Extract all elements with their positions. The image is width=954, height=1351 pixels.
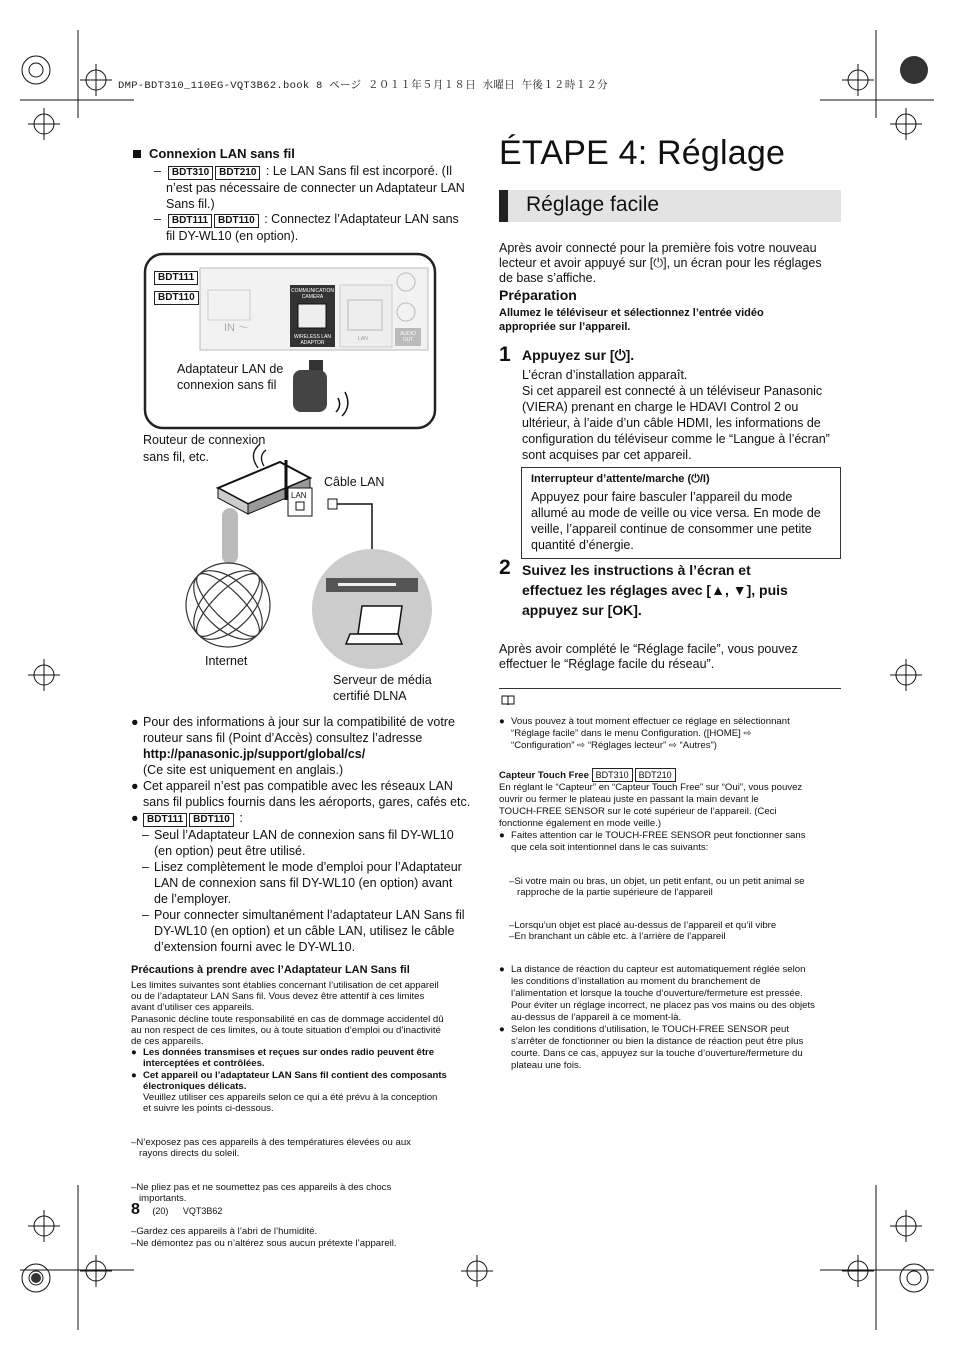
after-step-2: Après avoir complété le “Réglage facile”, vous pouvez effectuer le “Réglage facile du réseau”. — [499, 642, 798, 671]
wireless-item-2: – BDT111 BDT110 : Connectez l’Adaptateur LAN sans fil DY-WL10 (en option). — [154, 212, 459, 243]
book-icon — [501, 695, 515, 706]
in-label: IN ～ — [224, 322, 250, 334]
audio-out-label: AUDIO OUT — [400, 331, 416, 343]
bullet-item: ● Cet appareil n’est pas compatible avec les réseaux LAN sans fil publics fournis dans les aéroports, gares, cafés etc. — [131, 779, 471, 809]
wireless-item-1: – BDT310 BDT210 : Le LAN Sans fil est incorporé. (Il n’est pas nécessaire de connecter un Adaptateur LAN Sans fil.) — [154, 164, 465, 211]
square-bullet-icon — [133, 150, 141, 158]
note-list: ● Vous pouvez à tout moment effectuer ce réglage en sélectionnant “Réglage facile” dans le menu Configuration. ([HOME] ⇨ “Configuration” ⇨ “Réglages lecteur” ⇨ “Autres”) — [499, 716, 790, 751]
support-link[interactable]: http://panasonic.jp/support/global/cs/ — [143, 747, 366, 761]
precautions-body: Les limites suivantes sont établies concernant l’utilisation de cet appareil ou de l’adaptateur LAN Sans fil. Vous devez être attentif à ces limites avant d’utiliser ces appareils. Panasonic décline toute responsabilité en cas de dommage accidentel dû au non respect de ces limites, ou à toute situation d’emploi ou d’inactivité de ces appareils. ● Les données transmises et reçues sur ondes radio peuvent être interceptées et contrôlées. ● Cet appareil ou l’adaptateur LAN Sans fil contient des composants électroniques délicats. Veuillez utiliser ces appareils selon ce qui a été prévu à la conception et suivre les points ci-dessous. –N’exposez pas ces appareils à des températures élevées ou aux rayons directs du soleil. –Ne pliez pas et ne soumettez pas ces appareils à des chocs importants. –Gardez ces appareils à l’abri de l’humidité. –Ne démontez pas ou n’altérez sous aucun prétexte l’appareil. — [131, 980, 447, 1249]
wireless-heading: Connexion LAN sans fil — [133, 146, 295, 162]
lan-port-label: LAN — [358, 336, 368, 342]
print-header: DMP-BDT310_110EG-VQT3B62.book 8 ページ ２０１１年５月１８日 水曜日 午後１２時１２分 — [118, 80, 609, 92]
step-1-title: Appuyez sur [⏻]. — [522, 347, 635, 363]
touch-free-section: Capteur Touch Free BDT310 BDT210 En réglant le “Capteur” en “Capteur Touch Free” sur “Oui”, vous pouvez ouvrir ou fermer le plateau juste en passant la main devant le TOUCH-FREE SENSOR sur le coté supérieur de l’appareil. (Ceci fonctionne également en mode veille.) ● Faites attention car le TOUCH-FREE SENSOR peut fonctionner sans que cela soit intentionnel dans le cas suivants: –Si votre main ou bras, un objet, un petit enfant, ou un petit animal se rapproche de la partie supérieure de l’appareil –Lorsqu’un objet est placé au-dessus de l’appareil et qu’il vibre –En branchant un câble etc. à l’arrière de l’appareil ● La distance de réaction du capteur est automatiquement réglée selon les conditions d’installation au moment du branchement de l’alimentation et lorsque la touche d’ouverture/fermeture est pressée. Pour éviter un réglage incorrect, ne placez pas vos mains ou des objets au-dessus de l’appareil à ce moment-là. ● Selon les conditions d’utilisation, le TOUCH-FREE SENSOR peut s’arrêter de fonctionner ou bien la distance de réaction peut être plus courte. Dans ce cas, appuyez sur la touche d’ouverture/fermeture du plateau une fois. — [499, 770, 815, 1071]
cable-label: Câble LAN — [324, 475, 385, 489]
sub-item: – Pour connecter simultanément l’adaptateur LAN Sans fil DY-WL10 (en option) et un câble LAN, utilisez le câble d’extension fourni avec le DY-WL10. — [142, 908, 465, 954]
sub-item: – Seul l’Adaptateur LAN de connexion sans fil DY-WL10 (en option) peut être utilisé. — [142, 828, 454, 858]
step-1-body: L’écran d’installation apparaît. Si cet appareil est connecté à un téléviseur Panasonic (VIERA) prenant en charge le HDAVI Control 2 ou ultérieur, à l’aide d’un câble HDMI, les informations de configuration du téléviseur comme le “Langue à l’écran” sont acquises par cet appareil. — [522, 368, 830, 462]
adapter-label: Adaptateur LAN de connexion sans fil — [177, 362, 284, 392]
step-1-number: 1 — [499, 343, 511, 366]
page-footer: 8 (20) VQT3B62 — [131, 1201, 223, 1218]
standby-info-box: Interrupteur d’attente/marche (⏻/I) Appuyez pour faire basculer l’appareil du mode allumé au mode de veille ou vice versa. En mode de veille, l’appareil continue de consommer une petite quantité d’énergie. — [521, 467, 841, 559]
connection-diagram — [140, 252, 440, 707]
server-label: Serveur de média certifié DLNA — [333, 673, 432, 703]
prep-heading: Préparation — [499, 287, 577, 303]
comm-camera-label: COMMUNICATION CAMERA — [291, 288, 334, 300]
bullet-item: ● BDT111 BDT110 : — [131, 811, 243, 825]
internet-label: Internet — [205, 654, 248, 668]
divider — [499, 688, 841, 689]
wireless-adaptor-label: WIRELESS LAN ADAPTOR — [294, 334, 331, 346]
router-label: Routeur de connexion sans fil, etc. — [143, 433, 266, 464]
precautions-heading: Précautions à prendre avec l’Adaptateur LAN Sans fil — [131, 964, 410, 976]
step-2-number: 2 — [499, 556, 511, 579]
compat-bullets — [131, 714, 481, 955]
touch-heading: Capteur Touch Free — [499, 770, 589, 781]
sub-item: – Lisez complètement le mode d’emploi pour l’Adaptateur LAN de connexion sans fil DY-WL10 (en option) avant de l’employer. — [142, 860, 462, 906]
box-title: Interrupteur d’attente/marche (⏻/I) — [531, 473, 710, 485]
bullet-item: ● Pour des informations à jour sur la compatibilité de votre routeur sans fil (Point d’Accès) consultez l’adresse http://panasonic.jp/support/global/cs/ (Ce site est uniquement en anglais.) — [131, 714, 481, 778]
section-header: Réglage facile — [499, 190, 841, 222]
step-2-title: Suivez les instructions à l’écran et effectuez les réglages avec [▲, ▼], puis appuyez sur [OK]. — [522, 562, 788, 618]
page-number: 8 — [131, 1201, 140, 1218]
diagram-model-tags: BDT111 BDT110 — [154, 267, 201, 305]
prep-text: Allumez le téléviseur et sélectionnez l’entrée vidéo appropriée sur l’appareil. — [499, 307, 764, 333]
router-lan-label: LAN — [291, 491, 307, 500]
page-title: ÉTAPE 4: Réglage — [499, 134, 786, 172]
intro-text: Après avoir connecté pour la première fois votre nouveau lecteur et avoir appuyé sur [⏻], un écran pour les réglages de base s’affiche. — [499, 241, 822, 285]
